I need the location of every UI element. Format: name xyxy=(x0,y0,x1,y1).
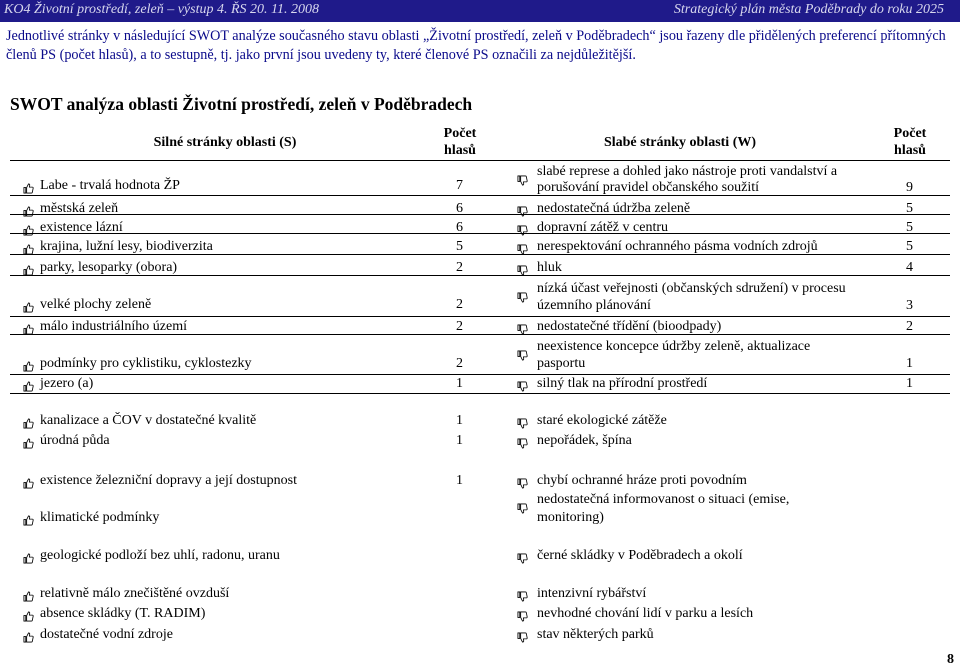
thumb-down-icon xyxy=(517,379,528,390)
strength-item: geologické podloží bez uhlí, radonu, uranu xyxy=(40,548,280,563)
thumb-up-icon xyxy=(23,436,34,447)
weakness-item: nedostatečná údržba zeleně xyxy=(537,201,691,216)
weakness-item-cont: porušování pravidel občanského soužití xyxy=(537,180,760,195)
weakness-item: intenzivní rybářství xyxy=(537,586,647,601)
weakness-item: nedostatečná informovanost o situaci (emise, xyxy=(537,492,790,507)
strength-item: městská zeleň xyxy=(40,201,119,216)
weakness-item: černé skládky v Poděbradech a okolí xyxy=(537,548,743,563)
thumb-down-icon xyxy=(517,416,528,427)
row-divider xyxy=(10,233,950,234)
strength-item: jezero (a) xyxy=(40,376,94,391)
weakness-votes: 4 xyxy=(906,260,913,275)
thumb-up-icon xyxy=(23,242,34,253)
thumb-up-icon xyxy=(23,589,34,600)
weakness-votes: 5 xyxy=(906,220,913,235)
weakness-item: nepořádek, špína xyxy=(537,433,632,448)
strength-item: kanalizace a ČOV v dostatečné kvalitě xyxy=(40,413,257,428)
thumb-down-icon xyxy=(517,551,528,562)
thumb-up-icon xyxy=(23,322,34,333)
thumb-down-icon xyxy=(517,263,528,274)
weaknesses-votes-header: Počet hlasů xyxy=(893,126,927,158)
strengths-votes-header: Počet hlasů xyxy=(443,126,477,158)
row-divider xyxy=(10,374,950,375)
header-left-text: KO4 Životní prostředí, zeleň – výstup 4. ŘS 20. 11. 2008 xyxy=(4,2,319,17)
strength-item: absence skládky (T. RADIM) xyxy=(40,606,206,621)
thumb-down-icon xyxy=(517,223,528,234)
thumb-down-icon xyxy=(517,322,528,333)
thumb-up-icon xyxy=(23,476,34,487)
weakness-item: stav některých parků xyxy=(537,627,654,642)
thumb-up-icon xyxy=(23,181,34,192)
weakness-item-cont: monitoring) xyxy=(537,510,604,525)
thumb-up-icon xyxy=(23,630,34,641)
thumb-down-icon xyxy=(517,204,528,215)
strength-votes: 1 xyxy=(456,413,463,428)
thumb-down-icon xyxy=(517,589,528,600)
strength-item: existence železniční dopravy a její dostupnost xyxy=(40,473,297,488)
thumb-down-icon xyxy=(517,173,528,184)
row-divider xyxy=(10,160,950,161)
thumb-up-icon xyxy=(23,223,34,234)
thumb-down-icon xyxy=(517,476,528,487)
strength-votes: 5 xyxy=(456,239,463,254)
strength-item: velké plochy zeleně xyxy=(40,297,152,312)
weakness-votes: 2 xyxy=(906,319,913,334)
strength-votes: 6 xyxy=(456,220,463,235)
thumb-up-icon xyxy=(23,551,34,562)
thumb-up-icon xyxy=(23,416,34,427)
strength-votes: 2 xyxy=(456,260,463,275)
row-divider xyxy=(10,195,950,196)
thumb-up-icon xyxy=(23,513,34,524)
weakness-item: hluk xyxy=(537,260,562,275)
strength-item: krajina, lužní lesy, biodiverzita xyxy=(40,239,213,254)
row-divider xyxy=(10,393,950,394)
weakness-votes: 5 xyxy=(906,201,913,216)
weakness-votes: 5 xyxy=(906,239,913,254)
weakness-item: neexistence koncepce údržby zeleně, aktualizace xyxy=(537,339,811,354)
strength-votes: 1 xyxy=(456,433,463,448)
strength-item: podmínky pro cyklistiku, cyklostezky xyxy=(40,356,252,371)
weaknesses-header: Slabé stránky oblasti (W) xyxy=(603,135,757,150)
weakness-item: chybí ochranné hráze proti povodním xyxy=(537,473,747,488)
weakness-item-cont: pasportu xyxy=(537,356,586,371)
weakness-votes: 1 xyxy=(906,376,913,391)
row-divider xyxy=(10,214,950,215)
weakness-item: nedostatečné třídění (bioodpady) xyxy=(537,319,722,334)
strength-item: klimatické podmínky xyxy=(40,510,160,525)
thumb-up-icon xyxy=(23,204,34,215)
weakness-item: staré ekologické zátěže xyxy=(537,413,667,428)
weakness-item: nízká účast veřejnosti (občanských sdružení) v procesu xyxy=(537,281,846,296)
weakness-votes: 3 xyxy=(906,298,913,313)
weakness-item: nerespektování ochranného pásma vodních zdrojů xyxy=(537,239,818,254)
row-divider xyxy=(10,316,950,317)
strength-votes: 1 xyxy=(456,473,463,488)
strength-item: dostatečné vodní zdroje xyxy=(40,627,173,642)
strength-votes: 2 xyxy=(456,319,463,334)
thumb-down-icon xyxy=(517,242,528,253)
strength-votes: 2 xyxy=(456,297,463,312)
strength-votes: 6 xyxy=(456,201,463,216)
thumb-down-icon xyxy=(517,348,528,359)
thumb-up-icon xyxy=(23,300,34,311)
strength-votes: 7 xyxy=(456,178,463,193)
strength-votes: 2 xyxy=(456,356,463,371)
weakness-item: slabé represe a dohled jako nástroje proti vandalství a xyxy=(537,164,838,179)
strength-item: málo industriálního území xyxy=(40,319,187,334)
strength-item: existence lázní xyxy=(40,220,123,235)
intro-paragraph: Jednotlivé stránky v následující SWOT analýze současného stavu oblasti „Životní prostředí, zeleň v Poděbradech“ jsou řazeny dle přidělených preferencí přítomných členů PS (počet hlasů), a to sestupně, tj. jako první jsou uvedeny ty, které členové PS označili za nejdůležitější. xyxy=(6,28,946,63)
thumb-down-icon xyxy=(517,290,528,301)
strength-item: parky, lesoparky (obora) xyxy=(40,260,178,275)
thumb-down-icon xyxy=(517,630,528,641)
strength-item: úrodná půda xyxy=(40,433,110,448)
thumb-down-icon xyxy=(517,609,528,620)
page-header xyxy=(0,0,960,22)
weakness-votes: 9 xyxy=(906,180,913,195)
thumb-down-icon xyxy=(517,436,528,447)
weakness-item: silný tlak na přírodní prostředí xyxy=(537,376,708,391)
thumb-down-icon xyxy=(517,501,528,512)
page-number: 8 xyxy=(947,652,954,667)
thumb-up-icon xyxy=(23,359,34,370)
weakness-item: dopravní zátěž v centru xyxy=(537,220,668,235)
weakness-votes: 1 xyxy=(906,356,913,371)
strength-item: Labe - trvalá hodnota ŽP xyxy=(40,178,180,193)
strength-votes: 1 xyxy=(456,376,463,391)
thumb-up-icon xyxy=(23,379,34,390)
weakness-item: nevhodné chování lidí v parku a lesích xyxy=(537,606,754,621)
weakness-item-cont: územního plánování xyxy=(537,298,651,313)
header-right-text: Strategický plán města Poděbrady do roku 2025 xyxy=(673,2,944,17)
page-title: SWOT analýza oblasti Životní prostředí, zeleň v Poděbradech xyxy=(10,94,473,114)
strength-item: relativně málo znečištěné ovzduší xyxy=(40,586,230,601)
thumb-up-icon xyxy=(23,263,34,274)
strengths-header: Silné stránky oblasti (S) xyxy=(153,135,297,150)
thumb-up-icon xyxy=(23,609,34,620)
